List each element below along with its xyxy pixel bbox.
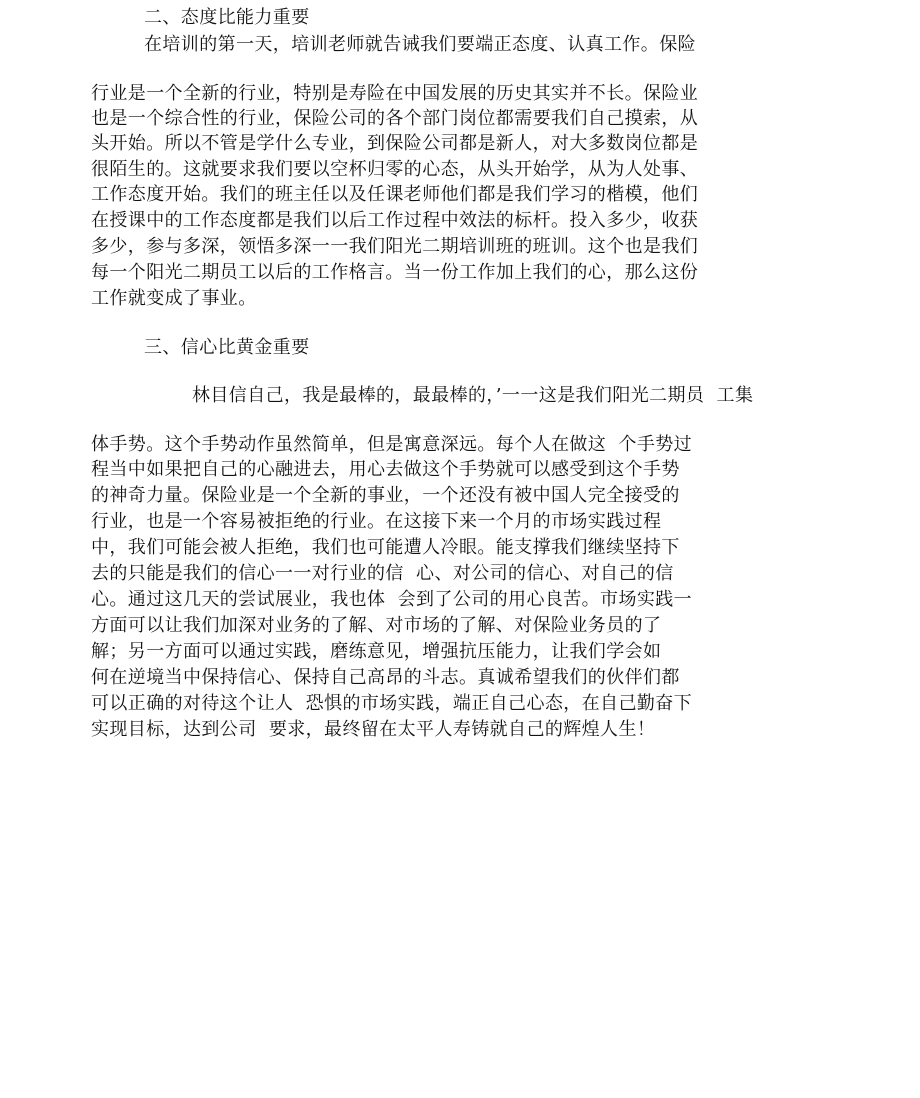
section-3-line-5: 行业，也是一个容易被拒绝的行业。在这接下来一个月的市场实践过程 xyxy=(91,511,662,532)
section-3-line-4: 的神奇力量。保险业是一个全新的事业，一个还没有被中国人完全接受的 xyxy=(91,485,680,506)
section-3-line-1: 林目信自己，我是最棒的，最最棒的，’一一这是我们阳光二期员 工集 xyxy=(192,385,754,406)
section-3-line-13: 实现目标，达到公司 要求，最终留在太平人寿铸就自己的辉煌人生！ xyxy=(91,719,656,740)
section-3-line-8: 心。通过这几天的尝试展业，我也体 会到了公司的用心良苦。市场实践一 xyxy=(91,589,693,610)
section-2-line-8: 多少，参与多深，领悟多深一一我们阳光二期培训班的班训。这个也是我们 xyxy=(91,236,699,257)
section-3-line-12: 可以正确的对待这个让人 恐惧的市场实践，端正自己心态，在自己勤奋下 xyxy=(91,693,693,714)
section-2-line-10: 工作就变成了事业。 xyxy=(91,288,257,309)
section-2-line-5: 很陌生的。这就要求我们要以空杯归零的心态，从头开始学，从为人处事、 xyxy=(91,159,699,180)
section-2-line-3: 也是一个综合性的行业，保险公司的各个部门岗位都需要我们自己摸索，从 xyxy=(91,108,699,129)
section-3-line-3: 程当中如果把自己的心融进去，用心去做这个手势就可以感受到这个手势 xyxy=(91,459,680,480)
section-2-heading: 二、态度比能力重要 xyxy=(144,7,310,28)
section-3-line-9: 方面可以让我们加深对业务的了解、对市场的了解、对保险业务员的了 xyxy=(91,615,662,636)
section-2-line-6: 工作态度开始。我们的班主任以及任课老师他们都是我们学习的楷模，他们 xyxy=(91,184,699,205)
section-3-line-11: 何在逆境当中保持信心、保持自己高昂的斗志。真诚希望我们的伙伴们都 xyxy=(91,667,680,688)
section-2-line-1: 在培训的第一天，培训老师就告诫我们要端正态度、认真工作。保险 xyxy=(144,34,696,55)
section-2-line-7: 在授课中的工作态度都是我们以后工作过程中效法的标杆。投入多少，收获 xyxy=(91,210,699,231)
section-3-line-2: 体手势。这个手势动作虽然简单，但是寓意深远。每个人在做这 个手势过 xyxy=(91,434,693,455)
section-3-line-7: 去的只能是我们的信心一一对行业的信 心、对公司的信心、对自己的信 xyxy=(91,563,674,584)
section-2-line-9: 每一个阳光二期员工以后的工作格言。当一份工作加上我们的心，那么这份 xyxy=(91,262,699,283)
section-3-heading: 三、信心比黄金重要 xyxy=(144,337,310,358)
section-2-line-4: 头开始。所以不管是学什么专业，到保险公司都是新人，对大多数岗位都是 xyxy=(91,133,699,154)
section-3-line-6: 中，我们可能会被人拒绝，我们也可能遭人冷眼。能支撑我们继续坚持下 xyxy=(91,537,680,558)
section-3-line-10: 解；另一方面可以通过实践，磨练意见，增强抗压能力，让我们学会如 xyxy=(91,641,662,662)
section-2-line-2: 行业是一个全新的行业，特别是寿险在中国发展的历史其实并不长。保险业 xyxy=(91,83,699,104)
